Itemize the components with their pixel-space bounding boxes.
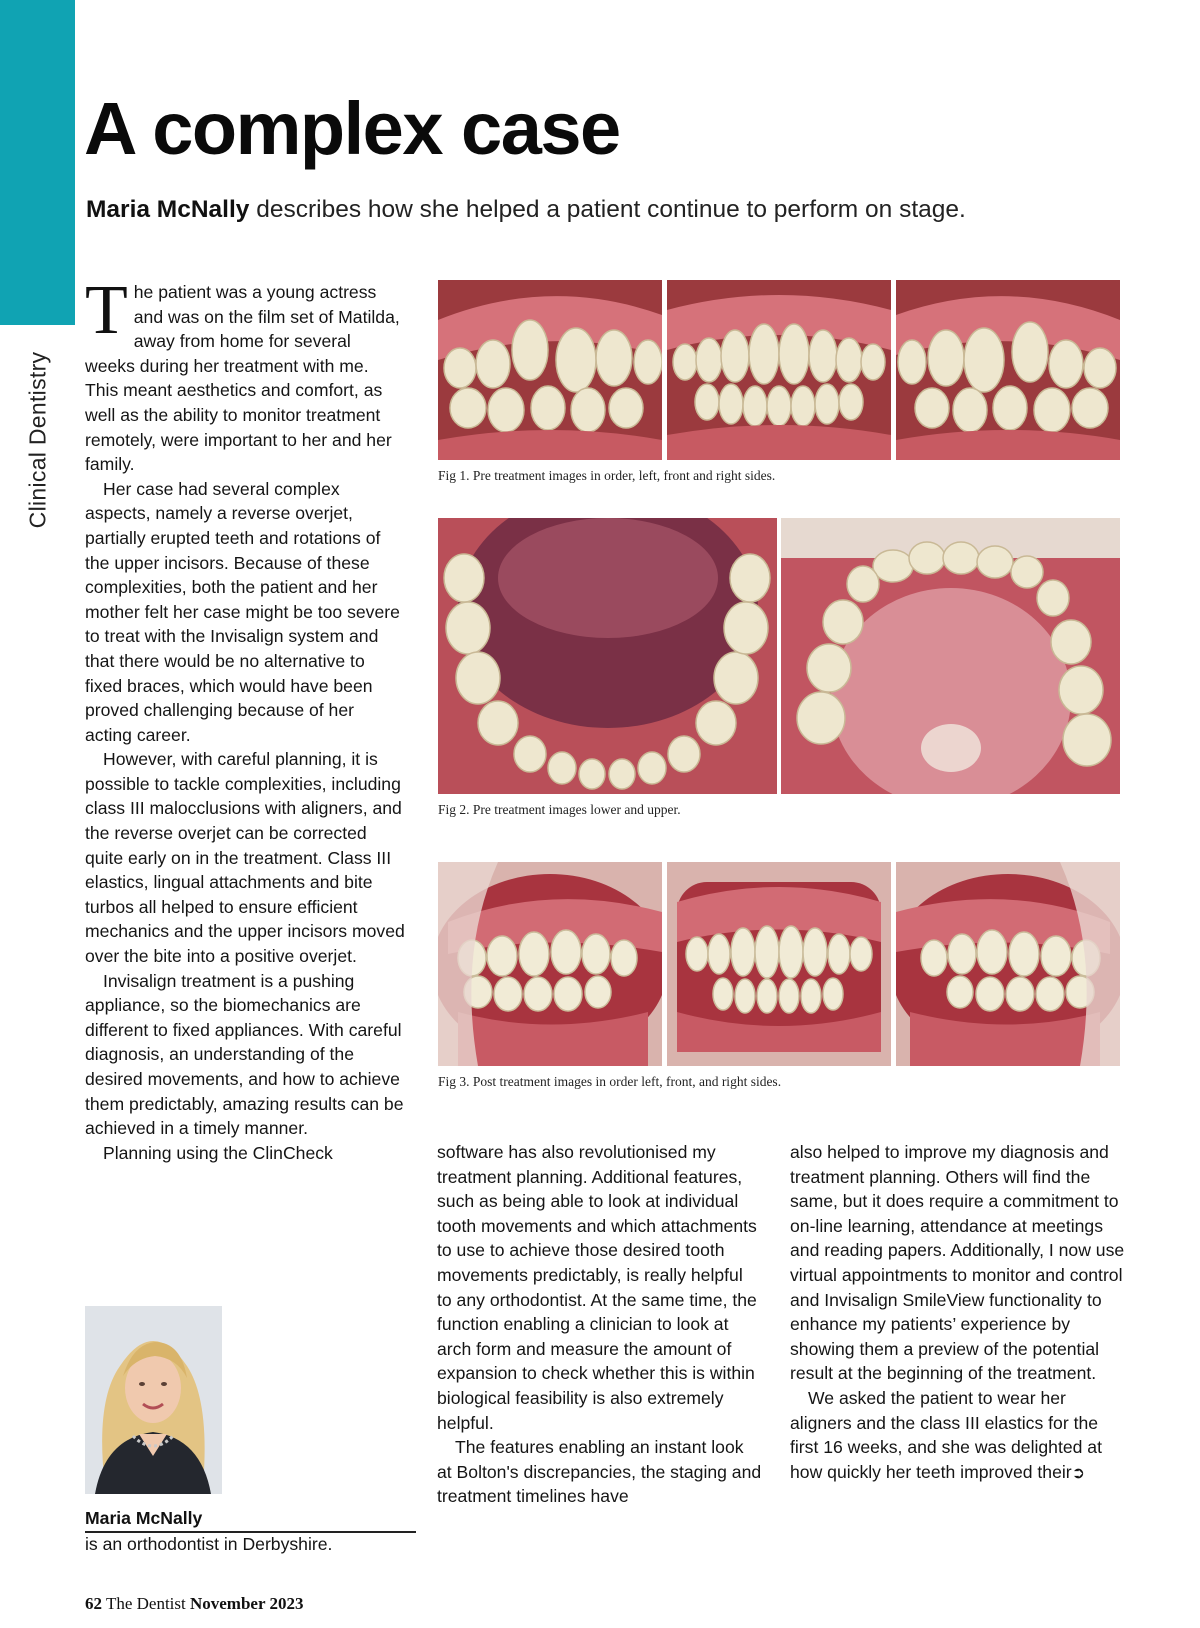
fig3-left-image [438, 862, 662, 1066]
drop-cap: T [85, 272, 128, 349]
fig1-right-image [896, 280, 1120, 460]
standfirst-author: Maria McNally [86, 196, 250, 223]
paragraph: We asked the patient to wear her aligners and the class III elastics for the first 16 weeks, and she was delighted at how quickly her teeth improved their➲ [790, 1387, 1102, 1482]
paragraph: However, with careful planning, it is possible to tackle complexities, including class III malocclusions with aligners, and the reverse overjet can be corrected quite early on in the treatment. Class III elastics, lingual attachments and bite turbos all helped to ensure efficient mechanics and the upper incisors moved over the bite into a positive overjet. [85, 749, 405, 967]
fig1-front-image [667, 280, 891, 460]
page-footer [85, 1594, 303, 1614]
magazine-name: The Dentist [102, 1594, 190, 1613]
paragraph: Invisalign treatment is a pushing appliance, so the biomechanics are different to fixed appliances. With careful diagnosis, an understanding of the desired movements, and how to achieve them predictably, amazing results can be achieved in a timely manner. [85, 970, 404, 1139]
standfirst-text: describes how she helped a patient continue to perform on stage. [249, 196, 966, 223]
paragraph: software has also revolutionised my treatment planning. Additional features, such as being able to look at individual tooth movements and which attachments to use to achieve those desired tooth movements predictably, is really helpful to any orthodontist. At the same time, the function enabling a clinician to look at arch form and measure the amount of expansion to check whether this is within biological feasibility is also extremely helpful. [437, 1142, 757, 1433]
article-title: A complex case [84, 87, 620, 170]
fig3-right-image [896, 862, 1120, 1066]
body-column-3 [790, 1140, 1125, 1486]
section-accent-bar [0, 0, 75, 325]
paragraph: The patient was a young actress and was on the film set of Matilda, away from home for several weeks during her treatment with me. This meant aesthetics and comfort, as well as the ability to monitor treatment remotely, were important to her and her family. [85, 272, 400, 475]
figure-1-caption: Fig 1. Pre treatment images in order, left, front and right sides. [438, 468, 776, 483]
body-column-2 [437, 1140, 762, 1509]
fig3-front-image [667, 862, 891, 1066]
continue-arrow-icon: ➲ [1071, 1464, 1086, 1482]
paragraph: Planning using the ClinCheck [103, 1142, 333, 1163]
paragraph: The features enabling an instant look at Bolton's discrepancies, the staging and treatment timelines have [437, 1437, 762, 1507]
paragraph: also helped to improve my diagnosis and treatment planning. Others will find the same, but it does require a commitment to on-line learning, attendance at meetings and reading papers. Additionally, I now use virtual appointments to monitor and control and Invisalign SmileView functionality to enhance my patients’ experience by showing them a preview of the potential result at the beginning of the treatment. [790, 1142, 1125, 1384]
fig1-left-image [438, 280, 662, 460]
paragraph: Her case had several complex aspects, namely a reverse overjet, partially erupted teeth and rotations of the upper incisors. Because of these complexities, both the patient and her mother felt her case might be too severe to treat with the Invisalign system and that there would be no alternative to fixed braces, which would have been proved challenging because of her acting career. [85, 478, 400, 745]
author-name: Maria McNally [85, 1508, 203, 1528]
author-divider [85, 1531, 416, 1533]
figure-2-images [438, 518, 1120, 794]
page-number: 62 [85, 1594, 102, 1613]
section-label [18, 340, 58, 540]
section-label-text: Clinical Dentistry [24, 351, 51, 529]
author-description: is an orthodontist in Derbyshire. [85, 1534, 333, 1554]
author-photo [85, 1306, 222, 1494]
figure-3-images [438, 862, 1120, 1066]
article-standfirst [86, 196, 966, 224]
figure-3-caption: Fig 3. Post treatment images in order left, front, and right sides. [438, 1074, 782, 1089]
figure-2-caption: Fig 2. Pre treatment images lower and upper. [438, 802, 681, 817]
issue-date: November 2023 [189, 1594, 304, 1613]
figure-1-images [438, 280, 1120, 460]
fig2-lower-image [438, 518, 777, 794]
body-column-1 [85, 272, 405, 1165]
fig2-upper-image [781, 518, 1120, 794]
